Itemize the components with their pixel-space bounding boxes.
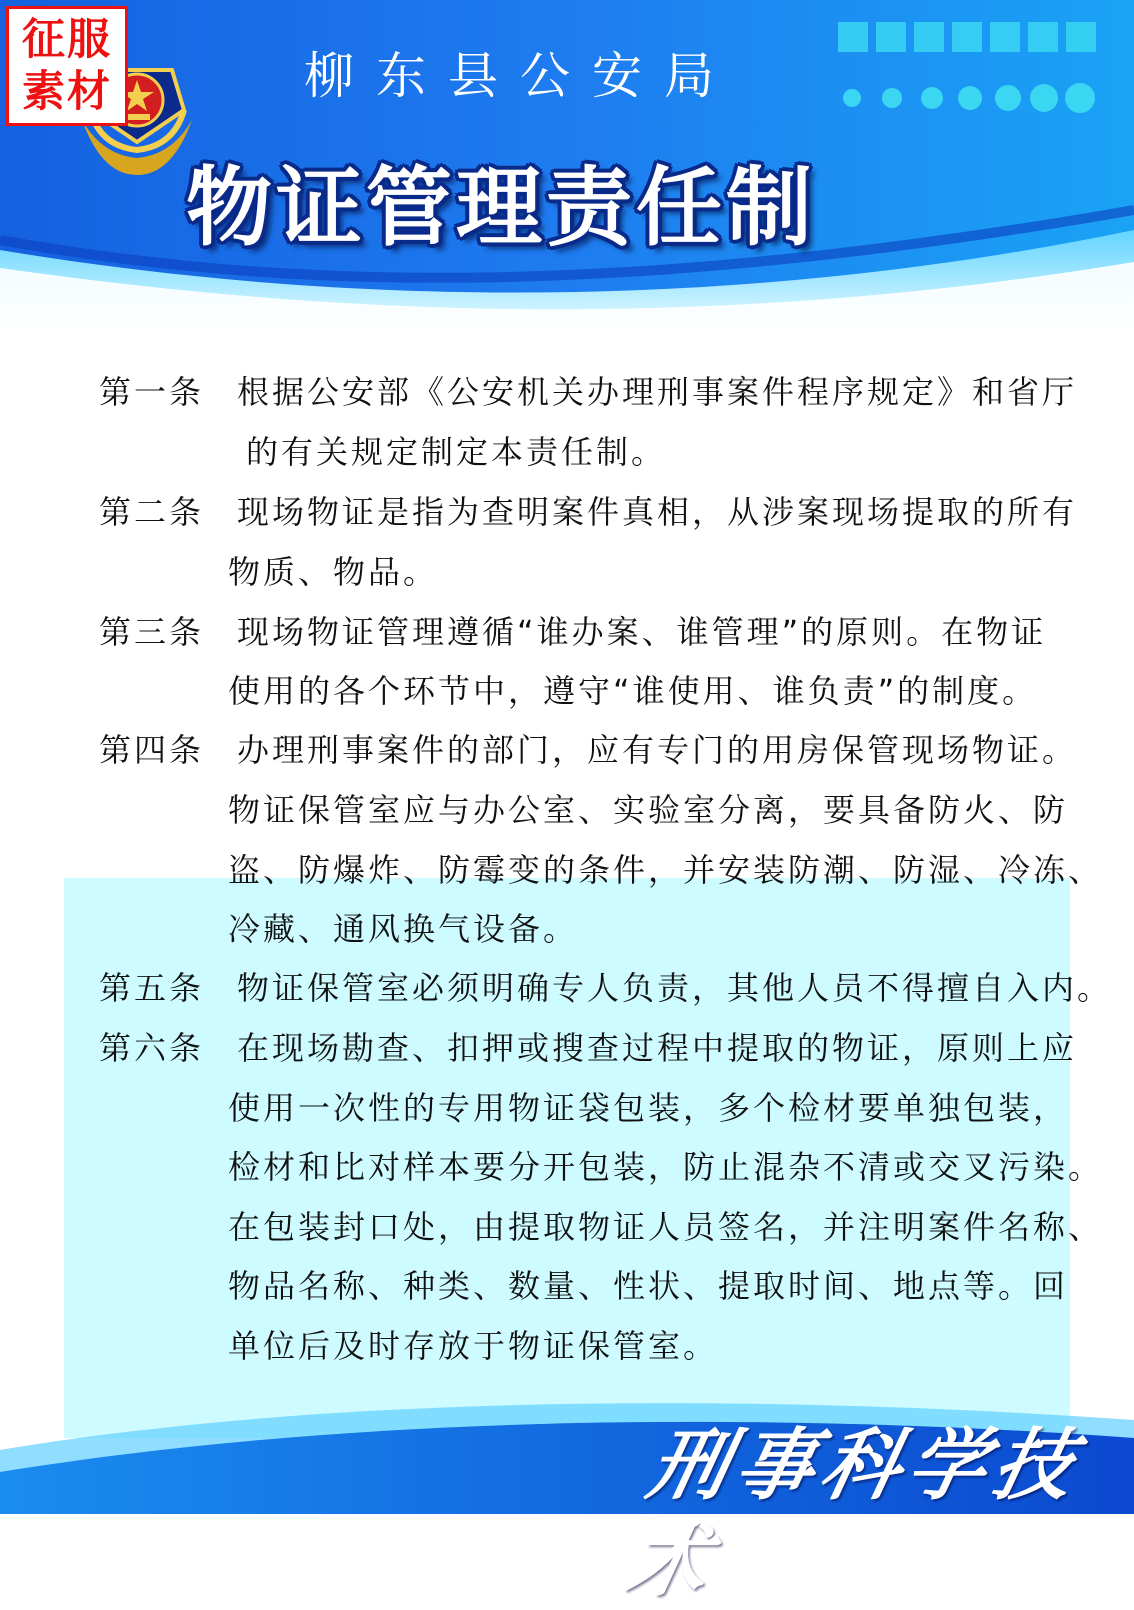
watermark-line-2: 素材 (22, 67, 112, 117)
deco-square (838, 22, 868, 52)
article-line: 现场物证是指为查明案件真相，从涉案现场提取的所有 (237, 493, 1078, 531)
article-line: 盗、防爆炸、防霉变的条件，并安装防潮、防湿、冷冻、 (228, 851, 1104, 889)
article-line: 现场物证管理遵循“谁办案、谁管理”的原则。在物证 (237, 613, 1047, 651)
article-line: 物质、物品。 (228, 553, 439, 591)
organization-name: 柳东县公安局 (304, 47, 736, 105)
article-line: 使用一次性的专用物证袋包装，多个检材要单独包装， (228, 1089, 1069, 1127)
article-label: 第一条 (99, 373, 205, 411)
deco-square (1066, 22, 1096, 52)
deco-square (1028, 22, 1058, 52)
watermark-stamp (6, 6, 128, 126)
article-line: 物证保管室应与办公室、实验室分离，要具备防火、防 (228, 791, 1069, 829)
article-line: 的有关规定制定本责任制。 (246, 433, 667, 471)
article-line: 办理刑事案件的部门，应有专门的用房保管现场物证。 (237, 731, 1078, 769)
deco-square (914, 22, 944, 52)
decorative-squares (838, 22, 1096, 52)
article-line: 物品名称、种类、数量、性状、提取时间、地点等。回 (228, 1267, 1069, 1305)
page-title: 物证管理责任制 (186, 158, 816, 258)
article-line: 使用的各个环节中，遵守“谁使用、谁负责”的制度。 (228, 672, 1038, 710)
deco-square (952, 22, 982, 52)
article-line: 冷藏、通风换气设备。 (228, 910, 579, 948)
article-line: 在包装封口处，由提取物证人员签名，并注明案件名称、 (228, 1208, 1104, 1246)
deco-square (876, 22, 906, 52)
decorative-dots (842, 82, 1102, 116)
article-label: 第四条 (99, 731, 205, 769)
footer-calligraphy: 刑事科学技术 (620, 1420, 1090, 1607)
article-line: 单位后及时存放于物证保管室。 (228, 1327, 719, 1365)
article-line: 检材和比对样本要分开包装，防止混杂不清或交叉污染。 (228, 1148, 1104, 1186)
article-line: 在现场勘查、扣押或搜查过程中提取的物证，原则上应 (237, 1029, 1078, 1067)
article-label: 第三条 (99, 613, 205, 651)
watermark-line-1: 征服 (22, 15, 112, 65)
article-label: 第六条 (99, 1029, 205, 1067)
deco-square (990, 22, 1020, 52)
article-line: 根据公安部《公安机关办理刑事案件程序规定》和省厅 (237, 373, 1078, 411)
article-label: 第五条 (99, 969, 205, 1007)
article-label: 第二条 (99, 493, 205, 531)
article-line: 物证保管室必须明确专人负责，其他人员不得擅自入内。 (237, 969, 1113, 1007)
